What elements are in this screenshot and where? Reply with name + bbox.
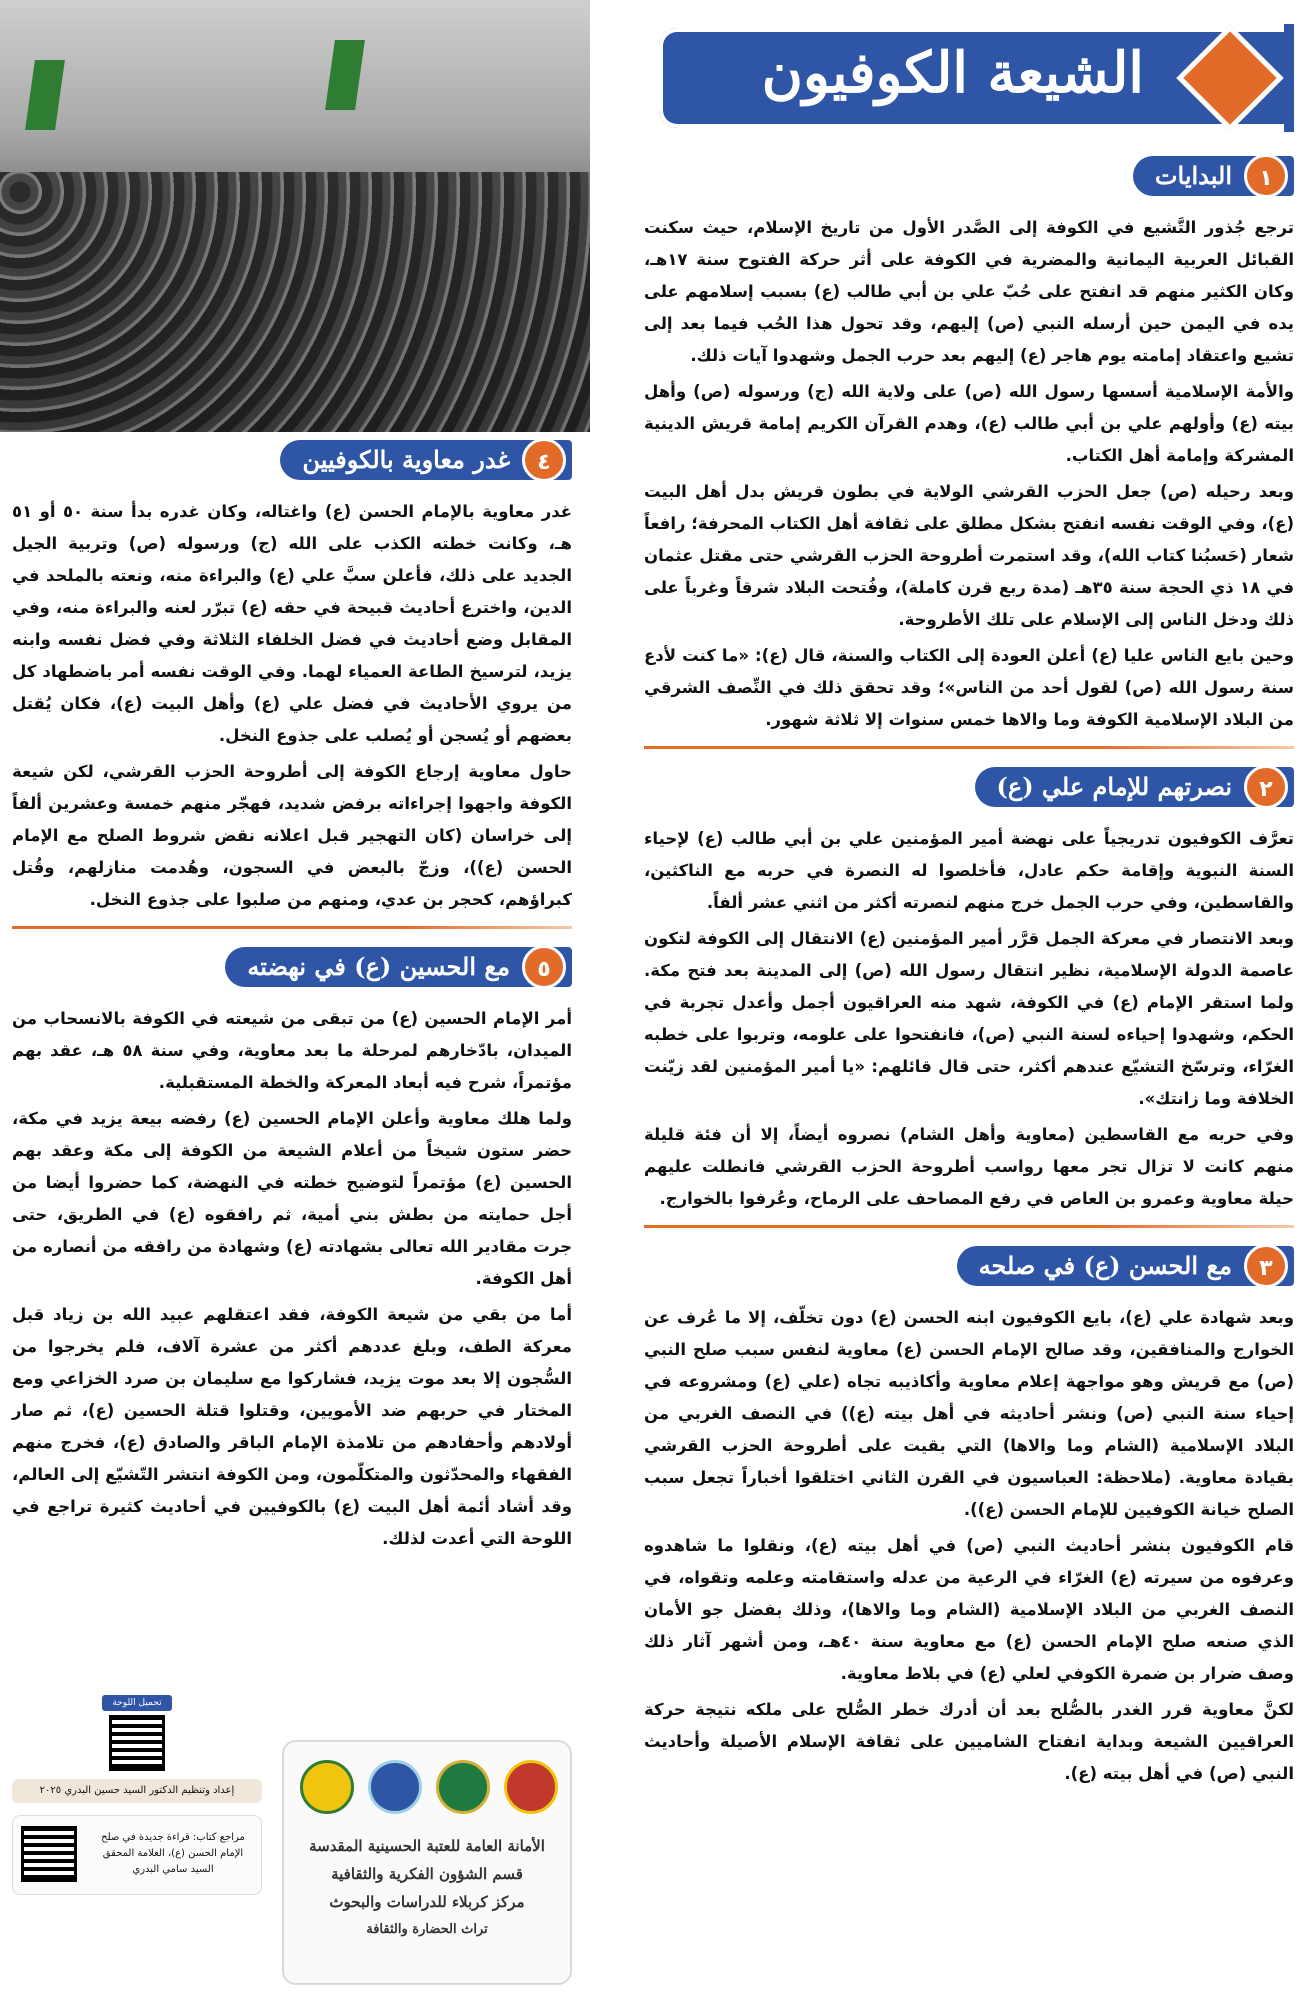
section-heading-label: مع الحسين (ع) في نهضته [225, 947, 572, 987]
crowd-photo [0, 0, 590, 432]
crowd-image [0, 172, 590, 432]
divider [644, 746, 1294, 749]
flag-icon [325, 40, 365, 110]
divider [12, 926, 572, 929]
logos-box [282, 1740, 572, 1985]
references-box [12, 1815, 262, 1895]
logo-caption: الأمانة العامة للعتبة الحسينية المقدسة [309, 1837, 545, 1855]
paragraph: وحين بايع الناس عليا (ع) أعلن العودة إلى الكتاب والسنة، قال (ع): «ما كنت لأدع سنة رسول الله (ص) لقول أحد من الناس»؛ وقد تحقق ذلك في النِّصف الشرقي من البلاد الإسلامية الكوفة وما والاها خمس سنوات إلا ثلاثة شهور. [644, 646, 1294, 729]
qr-label: تحميل اللوحة [102, 1695, 172, 1711]
paragraph: ولما هلك معاوية وأعلن الإمام الحسين (ع) رفضه بيعة يزيد في مكة، حضر ستون شيخاً من أعلام الشيعة من الكوفة إلى مكة وعقد بهم الحسين (ع) مؤتمراً لتوضيح خطته في النهضة، كما حضروا أيضا من أجل حمايته من بطش بني أمية، ثم رافقوه (ع) في الطريق، حتى جرت مقادير الله تعالى بشهادته (ع) وشهادة من رافقه من أنصاره من أهل الكوفة. [12, 1109, 572, 1288]
logo-caption: تراث الحضارة والثقافة [366, 1922, 488, 1937]
section-heading-label: نصرتهم للإمام علي (ع) [975, 767, 1294, 807]
qr-download[interactable] [102, 1695, 172, 1771]
flag-icon [25, 60, 65, 130]
paragraph: وبعد رحيله (ص) جعل الحزب القرشي الولاية في بطون قريش بدل أهل البيت (ع)، وفي الوقت نفسه انفتح بشكل مطلق على ثقافة أهل الكتاب المحرفة؛ رافعاً شعار (حَسبُنا كتاب الله)، وقد استمرت أطروحة الحزب القرشي حتى مقتل عثمان في ١٨ ذي الحجة سنة ٣٥هـ (مدة ربع قرن كاملة)، وفُتحت البلاد شرقاً وغرباً على ذلك ودخل الناس إلى الإسلام على تلك الأطروحة. [644, 482, 1294, 629]
paragraph: حاول معاوية إرجاع الكوفة إلى أطروحة الحزب القرشي، لكن شيعة الكوفة واجهوا إجراءاته برفض شديد، فهجّر منهم خمسة وعشرين ألفاً إلى خراسان (كان التهجير قبل اعلانه نقض شروط الصلح مع الإمام الحسن (ع))، وزجّ بالبعض في السجون، وهُدمت منازلهم، وقُتل كبراؤهم، كحجر بن عدي، ومنهم من صلبوا على جذوع النخل. [12, 762, 572, 909]
paragraph: لكنَّ معاوية قرر الغدر بالصُّلح بعد أن أدرك خطر الصُّلح على ملكه نتيجة حركة العراقيين الشيعة وبداية انفتاح الشاميين على ثقافة الإسلام الأصيلة وأحاديث النبي (ص) في أهل بيته (ع). [644, 1700, 1294, 1783]
qr-code-icon[interactable] [109, 1715, 165, 1771]
paragraph: وبعد شهادة علي (ع)، بايع الكوفيون ابنه الحسن (ع) دون تخلّف، إلا ما عُرف عن الخوارج والمنافقين، وقد صالح الإمام الحسن (ع) معاوية لنفس سبب صلح النبي (ص) مع قريش وهو مواجهة إعلام معاوية وأكاذيبه تجاه (علي (ع) ومشروعه في إحياء سنة النبي (ص) ونشر أحاديثه في أهل بيته (ع)) في النصف الغربي من البلاد الإسلامية (الشام وما والاها) التي بقيت على أطروحة الحزب القرشي بقيادة معاوية. (ملاحظة: العباسيون في القرن الثاني اختلقوا أخباراً تجعل سبب الصلح خيانة الكوفيين للإمام الحسن (ع)). [644, 1308, 1294, 1519]
right-column [644, 24, 1294, 1794]
left-column [12, 440, 572, 1559]
section-number: ٥ [522, 945, 566, 989]
paragraph: قام الكوفيون بنشر أحاديث النبي (ص) في أهل بيته (ع)، ونقلوا ما شاهدوه وعرفوه من سيرته (ع) الغرّاء في الرعية من عدله واستقامته وعلمه وتقواه، في النصف الغربي من البلاد الإسلامية (الشام وما والاها)، وذلك بفضل جو الأمان الذي صنعه صلح الإمام الحسن (ع) مع معاوية سنة ٤٠هـ، ومن أشهر آثار ذلك وصف ضرار بن ضمرة الكوفي لعلي (ع) في بلاط معاوية. [644, 1536, 1295, 1683]
section-4-heading [12, 440, 572, 488]
section-3-heading [644, 1246, 1294, 1294]
shrine-logo-icon [504, 1760, 558, 1814]
section-number: ١ [1244, 154, 1288, 198]
paragraph: والأمة الإسلامية أسسها رسول الله (ص) على ولاية الله (ج) ورسوله (ص) وأهل بيته (ع) وأولهم علي بن أبي طالب (ع)، وهدم القرآن الكريم إمامة قريش الدينية المشركة وإمامة أهل الكتاب. [644, 382, 1294, 465]
book-logo-icon [368, 1760, 422, 1814]
logo-caption: قسم الشؤون الفكرية والثقافية [331, 1865, 523, 1883]
section-5-heading [12, 947, 572, 995]
section-1-heading [644, 156, 1294, 204]
dome-logo-icon [300, 1760, 354, 1814]
section-number: ٣ [1244, 1244, 1288, 1288]
section-heading-label: البدايات [1133, 156, 1294, 196]
footer [12, 1695, 572, 1985]
logo-caption: مركز كربلاء للدراسات والبحوث [329, 1893, 525, 1911]
paragraph: وفي حربه مع القاسطين (معاوية وأهل الشام) نصروه أيضاً، إلا أن فئة قليلة منهم كانت لا تزال تجر معها رواسب أطروحة الحزب القرشي فانطلت عليهم حيلة معاوية وعمرو بن العاص في رفع المصاحف على الرماح، وعُرفوا بالخوارج. [644, 1125, 1294, 1208]
paragraph: أمر الإمام الحسين (ع) من تبقى من شيعته في الكوفة بالانسحاب من الميدان، بادّخارهم لمرحلة ما بعد معاوية، وفي سنة ٥٨ هـ، عقد بهم مؤتمراً، شرح فيه أبعاد المعركة والخطة المستقبلية. [12, 1009, 572, 1092]
section-heading-label: مع الحسن (ع) في صلحه [957, 1246, 1294, 1286]
section-2-heading [644, 767, 1294, 815]
paragraph: غدر معاوية بالإمام الحسن (ع) واغتاله، وكان غدره بدأ سنة ٥٠ أو ٥١ هـ، وكانت خطته الكذب على الله (ج) ورسوله (ص) وتربية الجيل الجديد على ذلك، فأعلن سبَّ علي (ع) والبراءة منه، ونعته بالملحد في الدين، واخترع أحاديث قبيحة في حقه (ع) تبرّر لعنه والبراءة منه، وفي المقابل وضع أحاديث في فضل الخلفاء الثلاثة وفي فضل نفسه وابنه يزيد، لترسيخ الطاعة العمياء لهما. وفي الوقت نفسه أمر باضطهاد كل من يروي الأحاديث في فضل علي (ع) وأهل البيت (ع)، فكان يُقتل بعضهم أو يُسجن أو يُصلب على جذوع النخل. [12, 502, 572, 745]
section-number: ٢ [1244, 765, 1288, 809]
title-banner [644, 24, 1294, 134]
seal-logo-icon [436, 1760, 490, 1814]
section-number: ٤ [522, 438, 566, 482]
paragraph: تعرَّف الكوفيون تدريجياً على نهضة أمير المؤمنين علي بن أبي طالب (ع) لإحياء السنة النبوية وإقامة حكم عادل، فأخلصوا له النصرة في حربه مع الناكثين، والقاسطين، وفي حرب الجمل خرج منهم لنصرته أكثر من اثني عشر ألفاً. [644, 829, 1294, 912]
qr-code-icon[interactable] [21, 1826, 77, 1882]
paragraph: أما من بقي من شيعة الكوفة، فقد اعتقلهم عبيد الله بن زياد قبل معركة الطف، وبلغ عددهم أكثر من عشرة آلاف، فلم يخرجوا من السُّجون إلا بعد موت يزيد، فشاركوا مع سليمان بن صرد الخزاعي ومع المختار في حربهم ضد الأمويين، وقتلوا قتلة الحسين (ع)، ثم صار أولادهم وأحفادهم من تلامذة الإمام الباقر والصادق (ع)، فخرج منهم الفقهاء والمحدّثون والمتكلّمون، ومن الكوفة انتشر التّشيّع إلى العالم، وقد أشاد أئمة أهل البيت (ع) بالكوفيين في أحاديث كثيرة تراجع في اللوحة التي أعدت لذلك. [12, 1305, 572, 1548]
section-heading-label: غدر معاوية بالكوفيين [280, 440, 572, 480]
divider [644, 1225, 1294, 1228]
paragraph: ترجع جُذور التَّشيع في الكوفة إلى الصَّدر الأول من تاريخ الإسلام، حيث سكنت القبائل العربية اليمانية والمضرية في الكوفة على أثر حركة الفتوح سنة ١٧هـ، وكان الكثير منهم قد انفتح على حُبّ علي بن أبي طالب (ع) بسبب إسلامهم على يده في اليمن حين أرسله النبي (ص) إليهم، وقد تحول هذا الحُب فيما بعد إلى تشيع واعتقاد إمامته يوم هاجر (ع) إليهم بعد حرب الجمل وشهدوا آيات ذلك. [644, 218, 1294, 365]
paragraph: وبعد الانتصار في معركة الجمل قرَّر أمير المؤمنين (ع) الانتقال إلى الكوفة لتكون عاصمة الدولة الإسلامية، نظير انتقال رسول الله (ص) إلى المدينة بعد فتح مكة. ولما استقر الإمام (ع) في الكوفة، شهد منه العراقيون أجمل وأعدل تجربة في الحكم، وشهدوا إحياءه لسنة النبي (ص)، فانفتحوا على علومه، وتربوا على خطبه الغرّاء، وترسّخ التشيّع عندهم أكثر، حتى قال قائلهم: «يا أمير المؤمنين لقد زيّنت الخلافة وما زانتك». [644, 929, 1294, 1108]
page-title: الشيعة الكوفيون [761, 40, 1144, 106]
references-text: مراجع كتاب: قراءة جديدة في صلح الإمام الحسن (ع)، العلامة المحقق السيد سامي البدري [101, 1832, 245, 1875]
credit-text: إعداد وتنظيم الدكتور السيد حسين البدري ٢٠٢٥ [12, 1779, 262, 1803]
logo-calligraphy [298, 1832, 556, 1944]
